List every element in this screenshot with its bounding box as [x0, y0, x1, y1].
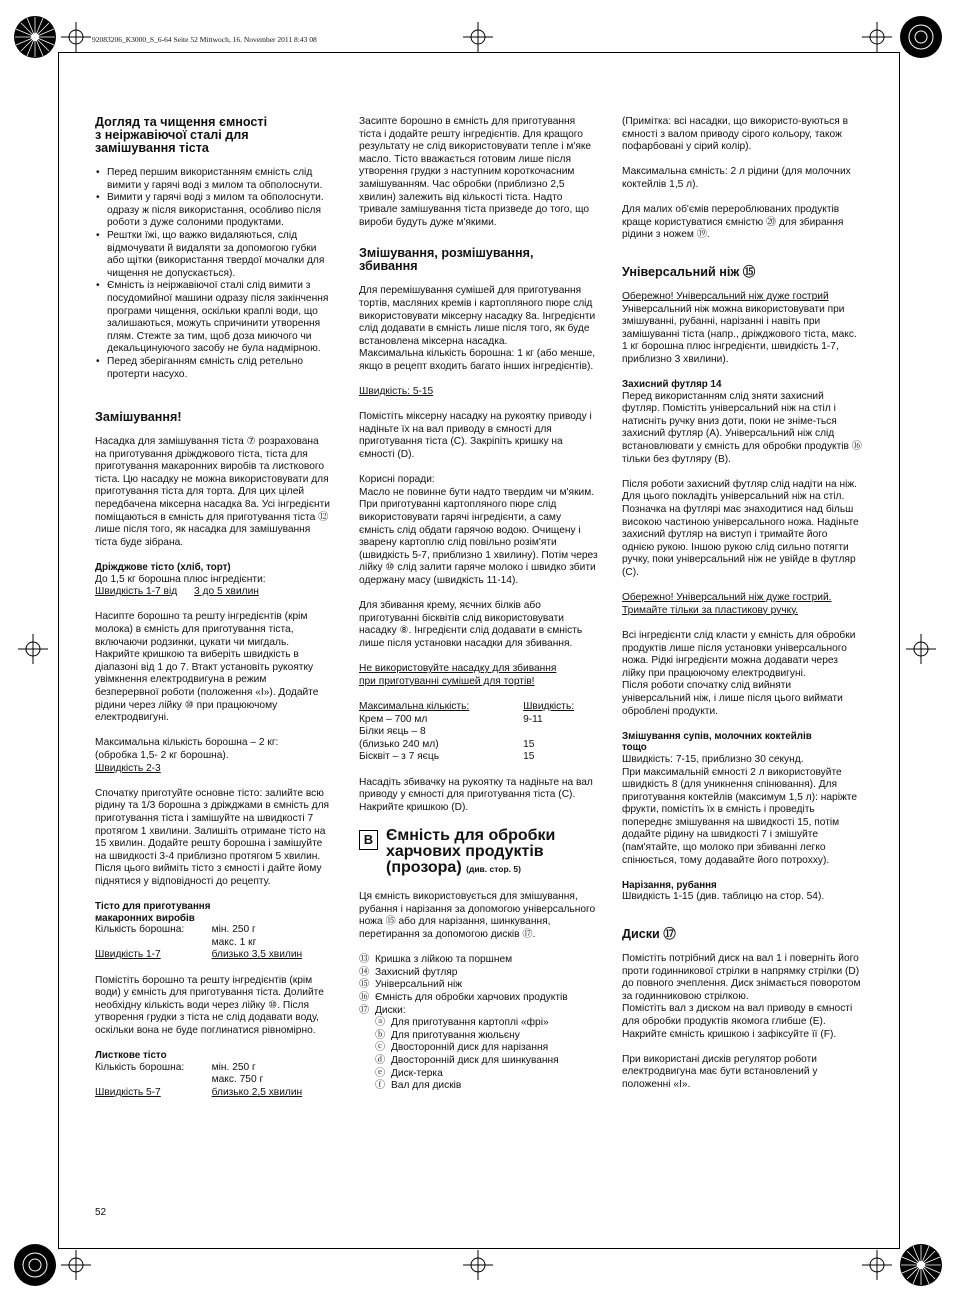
print-header: 92083206_K3000_S_6-64 Seite 52 Mittwoch, 16. November 2011 8:43 08: [92, 35, 317, 44]
paragraph: Максимальна кількість борошна – 2 кг: (обробка 1,5- 2 кг борошна).: [95, 737, 279, 761]
bullet-item: • Рештки їжі, що важко видаляються, слід відмочувати й видаляти за допомогою губки або щітки (використання твердої мочалки для чищення не допускається).: [107, 230, 330, 280]
paragraph: Всі інгредієнти слід класти у ємність для обробки продуктів лише після установки універсального ножа. Рідкі інгредієнти можна додавати через лійку при працюючому електродвигуні. Після роботи спочатку слід вийняти універсальний ніж, і лише після цього виймати оброблені продукти.: [622, 629, 856, 717]
paragraph: Помістіть потрібний диск на вал 1 і поверніть його проти годинникової стрілки в напрямку стрілки (D) до повного зчеплення. Диск знімається поворотом за годинниковою стрілкою. Помістіть вал з диском на вал приводу в ємності для обробки продуктів якомога глибше (E). Накрийте ємність кришкою і зафіксуйте її (F).: [622, 953, 861, 1040]
paragraph: Засипте борошно в ємність для приготування тіста і додайте решту інгредієнтів. Для кращого результату не слід використовувати тепле і м'яке масло. Тісто вважається готовим лише після утворення грудки з наступним короткочасним замішуванням. Час обробки (приблизно 2,5 хвилин) залежить від кількості тіста. Надто тривале замішування тіста призведе до того, що вироби будуть дуже м'якими.: [359, 116, 592, 228]
trim-line: [899, 52, 900, 1248]
part-number: ⑯: [359, 992, 370, 1004]
section-letter-badge: B: [359, 830, 378, 850]
text-line: мін. 250 г: [211, 924, 256, 936]
part-number: ⑭: [359, 966, 370, 978]
part-number: ⑰: [359, 1004, 370, 1016]
paragraph: Універсальний ніж можна використовувати при змішуванні, рубанні, нарізанні і навіть при замішуванні тіста (напр., дріжджового тіста, макс. 1 кг борошна плюс інгредієнти, швидкість 1-7, приблизно 3 хвилини).: [622, 303, 857, 365]
list-item: [359, 1080, 599, 1093]
table-row: [359, 726, 599, 739]
heading-mixing: Змішування, розмішування, збивання: [359, 246, 534, 274]
registration-rosette-icon: [898, 1242, 944, 1288]
section-heading-b: [359, 828, 599, 877]
list-item: [359, 1042, 599, 1055]
crosshair-icon: [61, 1250, 91, 1280]
speed-label: Швидкість 5-7: [95, 1086, 161, 1098]
part-label: Диски:: [375, 1004, 406, 1016]
table-row: [359, 714, 599, 727]
list-item: [359, 1055, 599, 1068]
care-bullets: [95, 167, 330, 381]
paragraph: При використані дисків регулятор роботи електродвигуна має бути встановлений у положенні «I».: [622, 1053, 818, 1090]
registration-rosette-icon: [12, 14, 58, 60]
table-cell: 15: [523, 751, 535, 763]
list-item: [359, 979, 599, 992]
list-item: [359, 967, 599, 980]
paragraph: Насадка для замішування тіста ⑦ розрахована на приготування дріжджового тіста, тіста для приготування макаронних виробів та листкового тіста. Цю насадку не можна використовувати для приготування тіста для торта. Для цих цілей передбачена міксерна насадка 8а. Усі інгредієнти поміщаються в ємність для приготування тіста ⑫ лише після того, як насадка для замішування тіста буде зібрана.: [95, 436, 331, 548]
list-item: [359, 954, 599, 967]
warning-text: Не використовуйте насадку для збивання при приготуванні сумішей для тортів!: [359, 663, 557, 687]
paragraph: Насипте борошно та решту інгредієнтів (крім молока) в ємність для приготування тіста, включаючи родзинки, цукати чи мигдаль. Накрийте кришкою та виберіть швидкість в діапазоні від 1 до 7. Втакт установіть рукоятку увімкнення електродвигуна в режим безперервної роботи (положення «I»). Додайте рідини через лійку ⑩ при працюючому електродвигуні.: [95, 611, 319, 724]
crosshair-icon: [862, 1250, 892, 1280]
table-cell: Крем – 700 мл: [359, 713, 428, 725]
text-line: макс. 1 кг: [211, 936, 257, 948]
paragraph: Спочатку приготуйте основне тісто: залийте всю рідину та 1/3 борошна з дріжджами в ємність для приготування тіста і замішуйте на швидкості 7 протягом 1 хвилини. Залишіть отримане тісто на 15 хвилин. Додайте решту борошна і замішуйте на швидкості 3-4 приблизно протягом 5 хвилин. Після цього вийміть тісто з ємності і дайте йому піднятися у відповідності до рецепту.: [95, 787, 330, 887]
heading-chopping: Нарізання, рубання: [622, 879, 717, 891]
heading-yeast-dough: Дріжджове тісто (хліб, торт): [95, 562, 231, 574]
part-label: Захисний футляр: [375, 966, 458, 978]
puff-table: [95, 1062, 330, 1100]
disc-label: Двосторонній диск для шинкування: [391, 1055, 559, 1066]
list-item: [359, 1068, 599, 1081]
crosshair-icon: [463, 22, 493, 52]
trim-line: [58, 52, 900, 53]
list-item: [359, 1030, 599, 1043]
disc-letter: ⓒ: [375, 1042, 386, 1054]
heading-kneading: Замішування!: [95, 410, 182, 425]
list-item: [359, 992, 599, 1005]
paragraph: Після роботи захисний футляр слід надіти на ніж. Для цього покладіть універсальний ніж на стіл. Позначка на футлярі має знаходитися над більш високою частиною універсального ножа. Надіньте захисний футляр на виступ і тримайте його однією рукою. Іншою рукою слід сильно потягти ручку, поки універсальний ніж не увійде в футляр (С).: [622, 478, 859, 578]
disc-label: Для приготування картоплі «фрі»: [391, 1017, 549, 1029]
time-label: близько 3,5 хвилин: [211, 949, 303, 961]
list-item: [359, 1005, 599, 1018]
text-line: Кількість борошна:: [95, 1061, 185, 1073]
speed-label: Швидкість: 5-15: [359, 386, 434, 398]
disc-letter: ⓑ: [375, 1029, 386, 1041]
crosshair-icon: [18, 634, 48, 664]
heading-universal-knife: Універсальний ніж ⑮: [622, 264, 756, 279]
bullet-item: • Перед зберіганням ємність слід ретельно протерти насухо.: [107, 356, 330, 381]
column-3: [622, 116, 862, 1104]
heading-care: Догляд та чищення ємності з неіржавіючої сталі для замішування тіста: [95, 115, 268, 155]
paragraph: Насадіть збивачку на рукоятку та надіньте на вал приводу у ємності для приготування тіста (С). Накрийте кришкою (D).: [359, 776, 593, 813]
registration-rosette-icon: [12, 1242, 58, 1288]
page-ref: (див. стор. 5): [466, 864, 521, 875]
table-cell: [523, 726, 599, 739]
paragraph: Корисні поради: Масло не повинне бути надто твердим чи м'яким. При приготуванні картопляного пюре слід використовувати гарячі інгредієнти, а саму ємність слід обдати гарячою водою. Очищену і зварену картоплю слід повільно розім'яти (швидкість 5-7, приблизно 1 хвилину). Потім через лійку ⑩ слід залити гаряче молоко і швидко збити одержану масу (швидкість 11-14).: [359, 474, 598, 586]
list-item: [359, 1017, 599, 1030]
paragraph: Швидкість: 7-15, приблизно 30 секунд. При максимальній ємності 2 л використовуйте швидкість 8 (для уникнення спінювання). Для приготування коктейлів (максимум 1,5 л): наріжте фрукти, помістіть їх в ємність і проведіть попереднє змішування на швидкості 15, потім додайте рідину на швидкості 7 і змішуйте (пам'ятайте, що молоко при збиванні легко спінюється, тому додавайте його потрохху).: [622, 753, 858, 866]
paragraph: Швидкість 1-15 (див. таблицю на стор. 54).: [622, 891, 825, 903]
disc-letter: ⓐ: [375, 1017, 386, 1029]
crosshair-icon: [862, 22, 892, 52]
table-header: Максимальна кількість:: [359, 700, 470, 712]
time-label: близько 2,5 хвилин: [211, 1086, 303, 1098]
paragraph: Для малих об'ємів перероблюваних продуктів краще користуватися ємністю ⑳ для збирання рідини з ножем ⑲.: [622, 204, 844, 241]
paragraph: Максимальна ємність: 2 л рідини (для молочних коктейлів 1,5 л).: [622, 166, 851, 190]
speed-label: Швидкість 2-3: [95, 762, 161, 774]
table-cell: Бісквіт – з 7 яєць: [359, 751, 440, 763]
table-row: [359, 751, 599, 764]
trim-line: [58, 52, 59, 1248]
heading-pasta-dough: Тісто для приготування макаронних виробів: [95, 901, 211, 924]
text-line: макс. 750 г: [211, 1074, 264, 1086]
disc-label: Диск-терка: [391, 1067, 443, 1079]
text-line: мін. 250 г: [211, 1061, 256, 1073]
paragraph: Перед використанням слід зняти захисний футляр. Помістіть універсальний ніж на стіл і натисніть ручку вниз доти, поки не зніме-ться захисний футляр (А). Універсальний ніж слід встановлювати у ємність для обробки продуктів ⑯ тільки без футляру (В).: [622, 390, 862, 465]
part-label: Ємність для обробки харчових продуктів: [375, 992, 568, 1004]
part-label: Універсальний ніж: [375, 979, 463, 991]
table-cell: 9-11: [523, 713, 543, 725]
warning-text: Обережно! Універсальний ніж дуже гострий. Тримайте тільки за пластикову ручку.: [622, 592, 832, 616]
table-cell: Білки яєць – 8: [359, 726, 426, 738]
table-row: [359, 739, 599, 752]
crosshair-icon: [463, 1250, 493, 1280]
paragraph: Для збивання крему, яєчних білків або приготуванні бісквітів слід використовувати насадку ⑧. Інгредієнти слід додавати в ємність лише після установки насадки для збивання.: [359, 600, 583, 649]
part-label: Кришка з лійкою та поршнем: [375, 954, 513, 966]
section-title-text: Ємність для обробки харчових продуктів (прозора): [386, 827, 556, 877]
parts-list: [359, 954, 599, 1093]
whisk-table: [359, 701, 599, 764]
speed-row: [95, 586, 330, 599]
bullet-item: • Ємність із неіржавіючої сталі слід вимити з посудомийної машини одразу після закінчення програми чищення, оскільки краплі води, що залишаються, можуть спричинити утворення плям. Стежте за тим, щоб доза миючого чи декальцинуючого засобу не була надмірною.: [107, 280, 330, 356]
pasta-table: [95, 924, 330, 962]
heading-puff-pastry: Листкове тісто: [95, 1050, 167, 1062]
disc-label: Для приготування жюльєну: [391, 1029, 520, 1041]
paragraph: Ця ємність використовується для змішування, рубання і нарізання за допомогою універсального ножа ⑮ або для нарізання, шинкування, перетирання за допомогою дисків ⑰.: [359, 891, 596, 941]
paragraph: (Примітка: всі насадки, що використо-вуються в ємності з валом приводу сірого кольору, також пофарбовані у сірий колір).: [622, 116, 848, 153]
column-1: [95, 116, 330, 1112]
paragraph: Для перемішування сумішей для приготування тортів, масляних кремів і картопляного пюре слід використовувати міксерну насадку 8а. Інгредієнти слід додавати в ємність лише після того, як буде встановлена міксерна насадка. Максимальна кількість борошна: 1 кг (або менше, якщо в рецепт входить багато інших інгредієнтів).: [359, 285, 596, 372]
part-number: ⑬: [359, 954, 370, 966]
disc-letter: ⓓ: [375, 1055, 386, 1066]
column-2: [359, 116, 599, 1105]
paragraph: Помістіть міксерну насадку на рукоятку приводу і надіньте їх на вал приводу в ємності для приготування тіста (С). Закріпіть кришку на ємності (D).: [359, 411, 592, 461]
registration-rosette-icon: [898, 14, 944, 60]
disc-label: Вал для дисків: [391, 1080, 462, 1092]
speed-label: Швидкість 1-7 від: [95, 586, 178, 598]
trim-line: [58, 1248, 900, 1249]
warning-text: Обережно! Універсальний ніж дуже гострий: [622, 290, 829, 302]
disc-label: Двосторонній диск для нарізання: [391, 1042, 549, 1054]
time-label: 3 до 5 хвилин: [194, 586, 259, 598]
paragraph: Помістіть борошно та решту інгредієнтів (крім води) у ємність для приготування тіста. Долийте необхідну кількість води через лійку ⑩. Після утворення грудки з тіста не слід додавати воду, оскільки вона не буде поглинатися рівномірно.: [95, 974, 324, 1036]
bullet-item: • Перед першим використанням ємність слід вимити у гарячі воді з милом та обполоснути.: [107, 167, 330, 192]
heading-guard: Захисний футляр 14: [622, 379, 722, 391]
page-number: 52: [95, 1207, 107, 1218]
part-number: ⑮: [359, 979, 370, 991]
bullet-item: • Вимити у гарячі воді з милом та обполоснути. одразу ж після використання, особливо після роботи з дуже солоними продуктами.: [107, 192, 330, 230]
speed-label: Швидкість 1-7: [95, 949, 161, 961]
table-cell: (близько 240 мл): [359, 738, 439, 750]
disc-letter: ⓔ: [375, 1067, 386, 1079]
crosshair-icon: [61, 22, 91, 52]
heading-soups: Змішування супів, молочних коктейлів тощо: [622, 730, 812, 754]
section-title: [386, 828, 555, 877]
table-header: Швидкість:: [523, 700, 575, 712]
table-cell: 15: [523, 738, 535, 750]
crosshair-icon: [906, 634, 936, 664]
disc-letter: ⓕ: [375, 1080, 386, 1092]
text-line: Кількість борошна:: [95, 924, 185, 936]
heading-discs: Диски ⑰: [622, 927, 676, 942]
text-line: До 1,5 кг борошна плюс інгредієнти:: [95, 573, 266, 585]
